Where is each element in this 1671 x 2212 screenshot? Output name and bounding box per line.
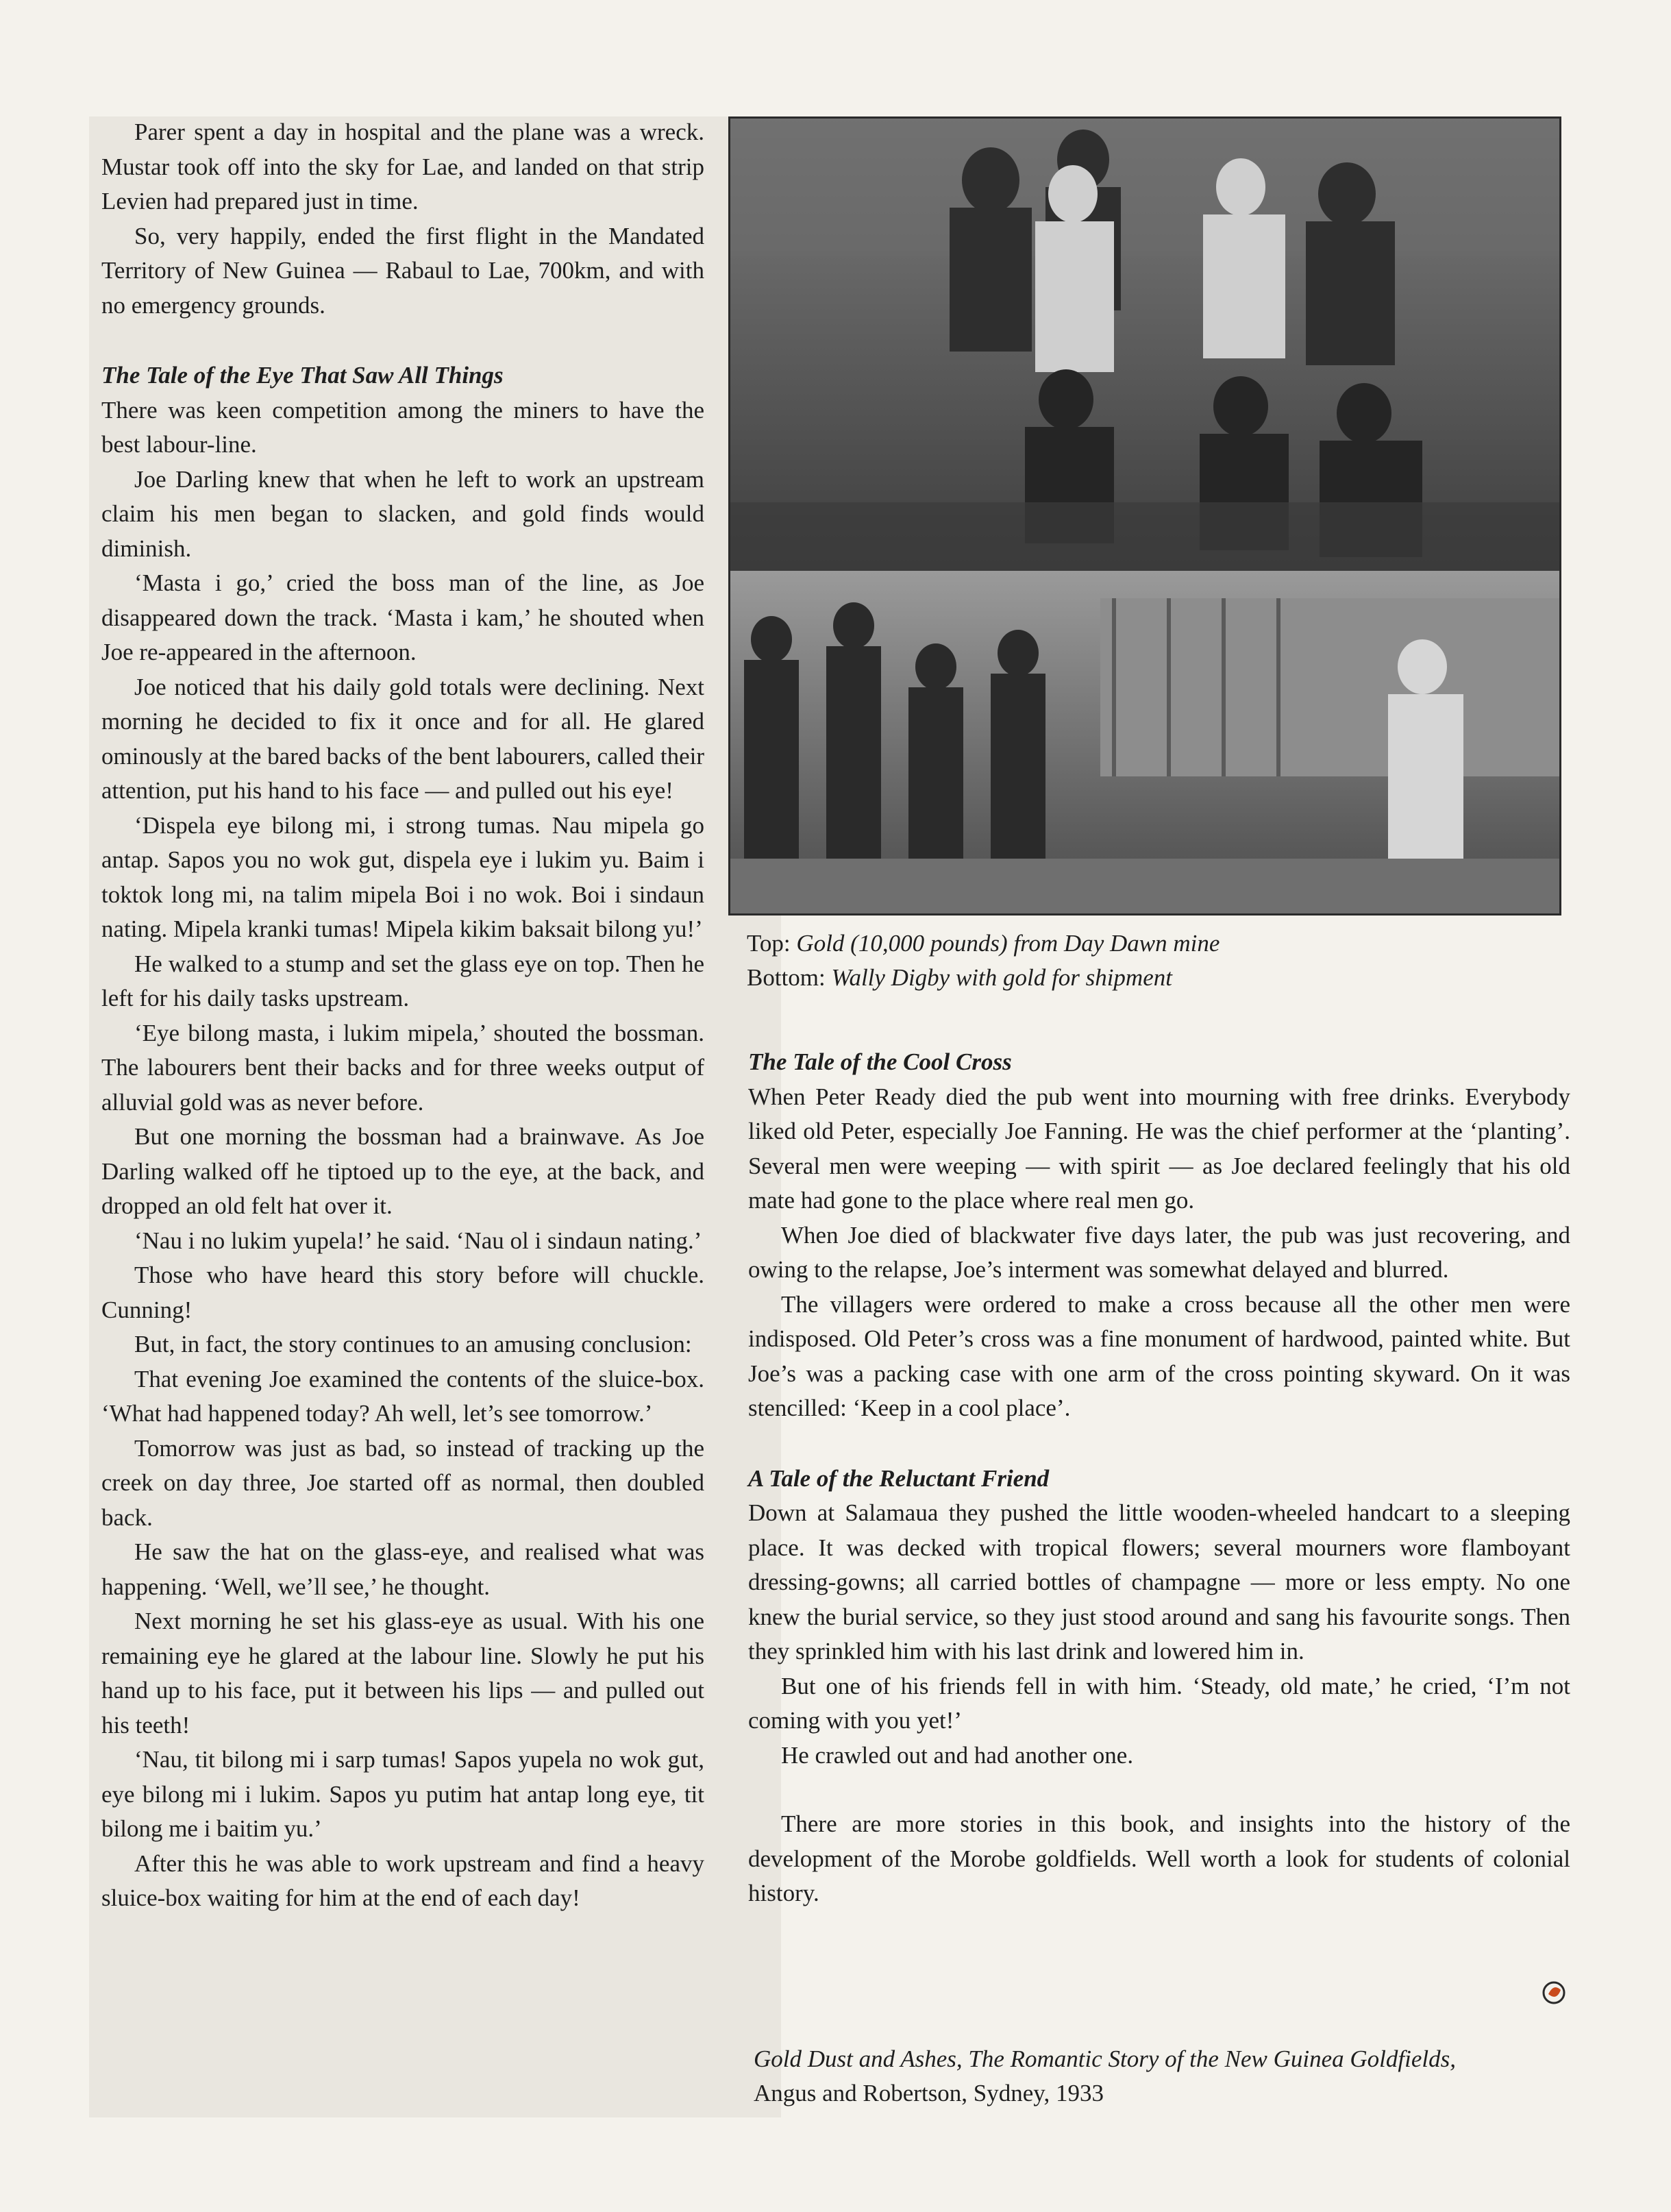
end-of-article-icon — [1542, 1980, 1566, 2005]
paragraph: Tomorrow was just as bad, so instead of tracking up the creek on day three, Joe started off as normal, then doubled back. — [101, 1434, 704, 1531]
historical-photograph — [728, 116, 1561, 915]
paragraph: When Joe died of blackwater five days later, the pub was just recovering, and owing to the relapse, Joe’s interment was somewhat delayed and blurred. — [748, 1221, 1570, 1283]
paragraph: There was keen competition among the miners to have the best labour-line. — [101, 396, 704, 458]
bottom-photo — [730, 571, 1559, 913]
top-photo — [730, 119, 1559, 571]
left-column — [101, 115, 704, 1916]
section-heading-cool-cross: The Tale of the Cool Cross — [748, 1048, 1012, 1075]
paragraph: But one morning the bossman had a brainwave. As Joe Darling walked off he tiptoed up to the eye, at the back, and dropped an old felt hat over it. — [101, 1123, 704, 1219]
paragraph: Next morning he set his glass-eye as usual. With his one remaining eye he glared at the labour line. Slowly he put his hand up to his face, put it between his lips — and pulled out his teeth! — [101, 1608, 704, 1738]
paragraph: When Peter Ready died the pub went into mourning with free drinks. Everybody liked old Peter, especially Joe Fanning. He was the chief performer at the ‘planting’. Several men were weeping — with spirit — as Joe declared feelingly that his old mate had gone to the place where real men go. — [748, 1083, 1570, 1214]
photo-illustration — [730, 119, 1559, 913]
paragraph: Those who have heard this story before will chuckle. Cunning! — [101, 1262, 704, 1323]
paragraph: ‘Masta i go,’ cried the boss man of the line, as Joe disappeared down the track. ‘Masta i kam,’ he shouted when Joe re-appeared in the afternoon. — [101, 569, 704, 665]
caption-top-label: Top: — [747, 930, 797, 957]
caption-top-text: Gold (10,000 pounds) from Day Dawn mine — [796, 930, 1220, 957]
paragraph: ‘Eye bilong masta, i lukim mipela,’ shouted the bossman. The labourers bent their backs and for three weeks output of alluvial gold was as never before. — [101, 1019, 704, 1116]
paragraph: Joe Darling knew that when he left to work an upstream claim his men began to slacken, and gold finds would diminish. — [101, 465, 704, 562]
paragraph: But one of his friends fell in with him. ‘Steady, old mate,’ he cried, ‘I’m not coming with you yet!’ — [748, 1672, 1570, 1734]
paragraph: The villagers were ordered to make a cross because all the other men were indisposed. Old Peter’s cross was a fine monument of hardwood, painted white. But Joe’s was a packing case with one arm of the cross pointing skyward. On it was stencilled: ‘Keep in a cool place’. — [748, 1290, 1570, 1421]
caption-bottom-text: Wally Digby with gold for shipment — [831, 964, 1172, 991]
caption-top — [747, 926, 1535, 961]
caption-bottom-label: Bottom: — [747, 964, 832, 991]
paragraph: ‘Nau i no lukim yupela!’ he said. ‘Nau ol i sindaun nating.’ — [134, 1227, 702, 1254]
photo-caption — [747, 926, 1535, 995]
paragraph: He walked to a stump and set the glass eye on top. Then he left for his daily tasks upstream. — [101, 950, 704, 1011]
paragraph: So, very happily, ended the first flight in the Mandated Territory of New Guinea — Rabaul to Lae, 700km, and with no emergency grounds. — [101, 222, 704, 319]
citation-title: Gold Dust and Ashes, The Romantic Story of the New Guinea Goldfields, — [754, 2045, 1456, 2072]
paragraph: That evening Joe examined the contents of the sluice-box. ‘What had happened today? Ah well, let’s see tomorrow.’ — [101, 1365, 704, 1427]
paragraph: There are more stories in this book, and insights into the history of the development of the Morobe goldfields. Well worth a look for students of colonial history. — [748, 1810, 1570, 1906]
paragraph: ‘Dispela eye bilong mi, i strong tumas. Nau mipela go antap. Sapos you no wok gut, dispela eye i lukim yu. Baim i toktok long mi, na talim mipela Boi i no wok. Boi i sindaun nating. Mipela kranki tumas! Mipela kikim baksait bilong yu!’ — [101, 811, 704, 942]
paragraph: He crawled out and had another one. — [781, 1741, 1134, 1769]
section-heading-reluctant-friend: A Tale of the Reluctant Friend — [748, 1464, 1050, 1492]
paragraph: ‘Nau, tit bilong mi i sarp tumas! Sapos yupela no wok gut, eye bilong mi i lukim. Sapos yu putim hat antap long eye, tit bilong me i baitim yu.’ — [101, 1746, 704, 1842]
section-heading-eye: The Tale of the Eye That Saw All Things — [101, 362, 504, 389]
book-citation — [754, 2042, 1576, 2111]
paragraph: He saw the hat on the glass-eye, and realised what was happening. ‘Well, we’ll see,’ he thought. — [101, 1538, 704, 1600]
paragraph: But, in fact, the story continues to an amusing conclusion: — [134, 1331, 692, 1357]
paragraph: Down at Salamaua they pushed the little wooden-wheeled handcart to a sleeping place. It was decked with tropical flowers; several mourners wore flamboyant dressing-gowns; all carried bottles of champagne — more or less empty. No one knew the burial service, so they just stood around and sang his favourite songs. Then they sprinkled him with his last drink and lowered him in. — [748, 1499, 1570, 1664]
citation-publisher: Angus and Robertson, Sydney, 1933 — [754, 2080, 1104, 2106]
paragraph: Joe noticed that his daily gold totals were declining. Next morning he decided to fix it once and for all. He glared ominously at the bared backs of the bent labourers, called their attention, put his hand to his face — and pulled out his eye! — [101, 673, 704, 804]
caption-bottom — [747, 961, 1535, 995]
paragraph: Parer spent a day in hospital and the plane was a wreck. Mustar took off into the sky for Lae, and landed on that strip Levien had prepared just in time. — [101, 119, 704, 214]
paragraph: After this he was able to work upstream and find a heavy sluice-box waiting for him at the end of each day! — [101, 1850, 704, 1911]
right-column — [748, 1045, 1570, 1911]
